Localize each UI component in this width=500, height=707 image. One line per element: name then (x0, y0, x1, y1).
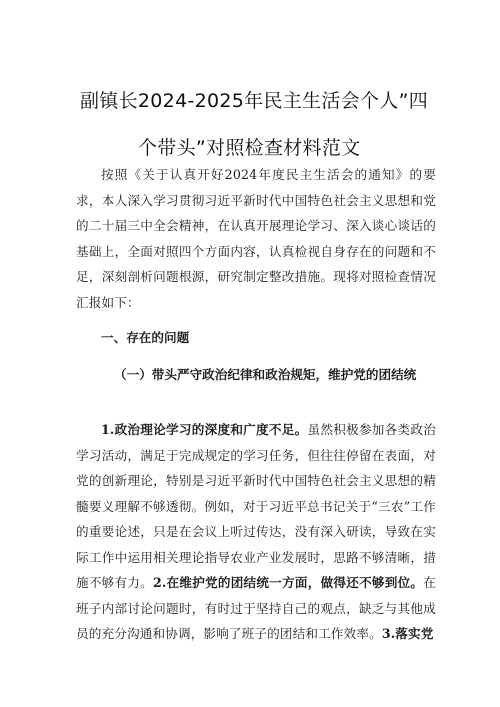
point-1-text: 虽然积极参加各类政治学习活动，满足于完成规定的学习任务，但往往停留在表面，对党的创新理论，特别是习近平新时代中国特色社会主义思想的精髓要义理解不够透彻。例如，对于习近平总书记关于“三农”工作的重要论述，只是在会议上听过传达，没有深入研读，导致在实际工作中运用相关理论指导农业产业发展时，思路不够清晰，措施不够有力。 (76, 422, 437, 590)
intro-paragraph: 按照《关于认真开好2024年度民主生活会的通知》的要求，本人深入学习贯彻习近平新时代中国特色社会主义思想和党的二十届三中全会精神，在认真开展理论学习、深入谈心谈话的基础上，全面对照四个方面内容，认真检视自身存在的问题和不足，深刻剖析问题根源，研究制定整改措施。现将对照检查情况汇报如下： (76, 167, 436, 310)
point-2-heading: 2.在维护党的团结统一方面，做得还不够到位。 (153, 575, 424, 590)
section-heading-problems: 一、存在的问题 (101, 330, 190, 345)
document-title-line-2: 个带头”对照检查材料范文 (138, 137, 361, 159)
point-2-text: 在班子内部讨论问题时，有时过于坚持自己的观点，缺乏与其他成员的充分沟通和协调，影响了班子的团结和工作效率。 (76, 575, 436, 641)
point-1-heading: 1.政治理论学习的深度和广度不足。 (101, 422, 308, 437)
problems-paragraph (76, 417, 436, 647)
document-title-line-1: 副镇长2024-2025年民主生活会个人”四 (80, 90, 429, 112)
point-3-heading: 3.落实党 (381, 626, 434, 641)
subsection-heading-political-discipline: （一）带头严守政治纪律和政治规矩，维护党的团结统 (114, 367, 417, 382)
